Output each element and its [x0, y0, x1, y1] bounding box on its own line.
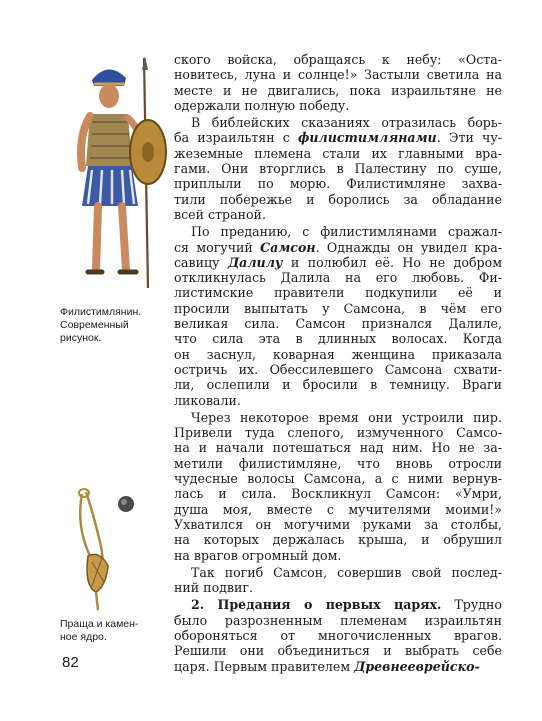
- paragraph: [174, 115, 502, 222]
- sling-and-stone-illustration: [72, 486, 152, 612]
- text-line: [174, 393, 502, 408]
- text-segment: было разрозненным племенам израильтян: [174, 612, 502, 628]
- text-segment: обороняться от многочисленных врагов.: [174, 627, 502, 643]
- text-segment: чудесные волосы Самсона, а с ними вернув-: [174, 471, 502, 487]
- text-line: [174, 83, 502, 98]
- text-segment: В библейских сказаниях отразилась борь-: [191, 115, 502, 131]
- text-line: [174, 161, 502, 176]
- term-emphasis: филистимлянами: [297, 130, 437, 146]
- text-segment: Трудно: [441, 597, 502, 613]
- text-line: [174, 192, 502, 207]
- text-line: [174, 130, 502, 145]
- text-line: [174, 207, 502, 222]
- text-segment: остричь их. Обессилевшего Самсона схвати-: [174, 361, 502, 377]
- text-segment: новитесь, луна и солнце!» Застыли светила на: [174, 67, 502, 83]
- text-line: [174, 176, 502, 191]
- term-emphasis: Древнееврейско-: [354, 658, 480, 674]
- text-segment: савицу: [174, 254, 228, 270]
- text-segment: всей страной.: [174, 206, 266, 222]
- text-line: [174, 146, 502, 161]
- text-segment: ний подвиг.: [174, 580, 253, 596]
- text-line: [174, 580, 502, 595]
- text-segment: он заснул, коварная женщина приказала: [174, 346, 502, 362]
- text-line: [174, 270, 502, 285]
- text-segment: гами. Они вторглись в Палестину по суше,: [174, 161, 502, 177]
- text-segment: месте и не двигались, пока израильтяне не: [174, 82, 502, 98]
- text-segment: лась и сила. Воскликнул Самсон: «Умри,: [174, 486, 502, 502]
- text-segment: ского войска, обращаясь к небу: «Оста-: [174, 52, 502, 67]
- text-line: [174, 502, 502, 517]
- paragraph: [174, 224, 502, 408]
- text-segment: на врагов огромный дом.: [174, 547, 342, 563]
- sling-caption: Праща и камен- ное ядро.: [60, 618, 139, 643]
- text-segment: Решили они объединиться и выбрать себе: [174, 643, 502, 659]
- text-line: [174, 331, 502, 346]
- paragraph: [174, 410, 502, 563]
- text-line: [174, 285, 502, 300]
- text-line: [174, 597, 502, 612]
- text-segment: жеземные племена стали их главными вра-: [174, 145, 502, 161]
- text-line: [174, 548, 502, 563]
- section-heading: 2. Предания о первых царях.: [191, 597, 442, 613]
- text-line: [174, 659, 502, 674]
- text-segment: одержали полную победу.: [174, 97, 350, 113]
- text-line: [174, 377, 502, 392]
- text-line: [174, 471, 502, 486]
- text-line: [174, 240, 502, 255]
- text-segment: откликнулась Далила на его любовь. Фи-: [174, 270, 502, 286]
- text-line: [174, 613, 502, 628]
- text-line: [174, 440, 502, 455]
- text-line: [174, 98, 502, 113]
- text-segment: царя. Первым правителем: [174, 658, 355, 674]
- text-segment: Так погиб Самсон, совершив свой послед-: [191, 564, 502, 580]
- text-segment: Через некоторое время они устроили пир.: [191, 409, 502, 425]
- text-segment: Ухватился он могучими руками за столбы,: [174, 516, 502, 532]
- text-line: [174, 565, 502, 580]
- text-line: [174, 517, 502, 532]
- text-segment: ся могучий: [174, 239, 261, 255]
- text-line: [174, 301, 502, 316]
- main-text: [174, 52, 502, 676]
- text-segment: . Однажды он увидел кра-: [315, 239, 502, 255]
- text-segment: просили выпытать у Самсона, в чём его: [174, 300, 502, 316]
- text-line: [174, 410, 502, 425]
- text-segment: Привели туда слепого, измученного Самсо-: [174, 425, 502, 441]
- text-segment: ликовали.: [174, 392, 241, 408]
- text-segment: ли, ослепили и бросили в темницу. Враги: [174, 377, 502, 393]
- text-line: [174, 255, 502, 270]
- text-line: [174, 67, 502, 82]
- text-segment: на и начали потешаться над ним. Но не за-: [174, 440, 502, 456]
- text-line: [174, 362, 502, 377]
- text-segment: и полюбил её. Но не добром: [282, 254, 502, 270]
- text-segment: на которых держалась крыша, и обрушил: [174, 532, 502, 548]
- text-line: [174, 224, 502, 239]
- text-line: [174, 532, 502, 547]
- text-segment: великая сила. Самсон признался Далиле,: [174, 316, 502, 332]
- text-line: [174, 115, 502, 130]
- text-segment: приплыли по морю. Филистимляне захва-: [174, 176, 502, 192]
- text-segment: . Эти чу-: [436, 130, 503, 146]
- term-emphasis: Самсон: [260, 239, 316, 255]
- text-segment: душа моя, вместе с мучителями моими!»: [174, 501, 502, 517]
- paragraph: [174, 52, 502, 113]
- text-line: [174, 486, 502, 501]
- text-segment: тили побережье и боролись за обладание: [174, 191, 502, 207]
- text-segment: метили филистимляне, что вновь отросли: [174, 455, 502, 471]
- philistine-warrior-illustration: [68, 56, 170, 290]
- text-segment: По преданию, с филистимлянами сражал-: [191, 224, 502, 240]
- paragraph: [174, 597, 502, 673]
- text-segment: что сила эта в длинных волосах. Когда: [174, 331, 502, 347]
- text-line: [174, 347, 502, 362]
- warrior-caption: Филистимлянин. Современный рисунок.: [60, 306, 142, 344]
- paragraph: [174, 565, 502, 596]
- text-line: [174, 316, 502, 331]
- term-emphasis: Далилу: [227, 254, 283, 270]
- text-line: [174, 52, 502, 67]
- text-line: [174, 643, 502, 658]
- text-line: [174, 456, 502, 471]
- text-segment: листимские правители подкупили её и: [174, 285, 502, 301]
- text-segment: ба израильтян с: [174, 130, 298, 146]
- text-line: [174, 628, 502, 643]
- text-line: [174, 425, 502, 440]
- page-number: 82: [62, 654, 79, 671]
